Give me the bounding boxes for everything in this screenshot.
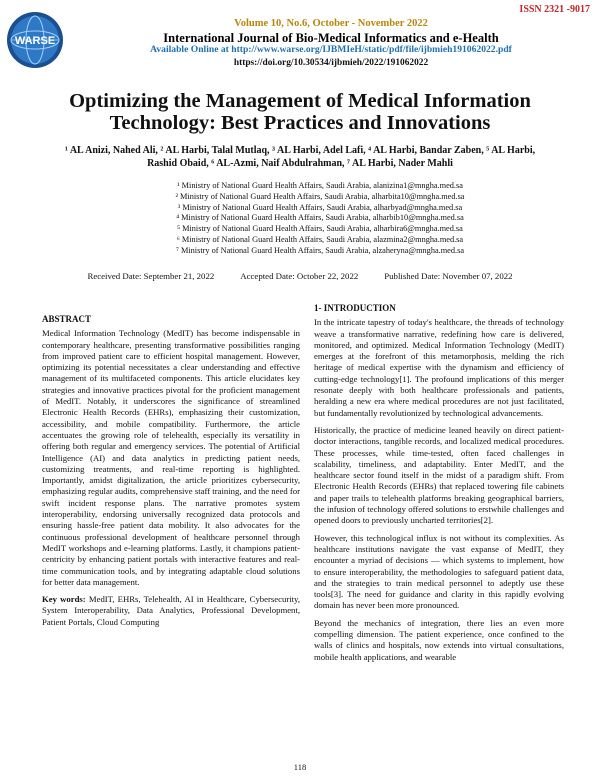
author-list: ¹ AL Anizi, Nahed Ali, ² AL Harbi, Talal Mutlaq, ³ AL Harbi, Adel Lafi, ⁴ AL Harbi, Bandar Zaben, ⁵ AL Harbi, Rashid Obaid, ⁶ AL-Azmi, Naif Abdulrahman, ⁷ AL Harbi, Nader Mahli: [64, 145, 536, 169]
doi-link[interactable]: https://doi.org/10.30534/ijbmieh/2022/191062022: [233, 57, 429, 68]
affiliation: ⁵ Ministry of National Guard Health Affairs, Saudi Arabia, alharbira6@mngha.med.sa: [177, 224, 463, 234]
affiliation: ² Ministry of National Guard Health Affairs, Saudi Arabia, alharbita10@mngha.med.sa: [175, 191, 465, 201]
intro-paragraph: In the intricate tapestry of today's healthcare, the threads of technology weave a transformative narrative, redefining how care is delivered, monitored, and optimized. Medical Information Technology (MedIT) emerges at the forefront of this metamorphosis, melding the rich heritage of medical expertise with the dynamism and efficiency of cutting-edge technology[1]. The profound implications of this merger resonate deeply with both healthcare professionals and patients, heralding a new era where medical procedures are not just facilitated, but fundamentally revolutionized by technological advancements.: [314, 317, 564, 418]
warse-logo: [4, 10, 66, 70]
abstract-heading: ABSTRACT: [42, 314, 92, 324]
intro-paragraph: Beyond the mechanics of integration, there lies an even more compelling dimension. The patient experience, once confined to the walls of clinics and hospitals, now extends into virtual consultations, mobile health applications, and wearable: [314, 617, 564, 662]
journal-name: International Journal of Bio-Medical Informatics and e-Health: [163, 30, 499, 45]
received-date: Received Date: September 21, 2022: [87, 271, 215, 281]
introduction-heading: 1- INTRODUCTION: [314, 303, 396, 313]
affiliation: ⁷ Ministry of National Guard Health Affairs, Saudi Arabia, alzaheryna@mngha.med.sa: [175, 245, 465, 255]
keywords-text: MedIT, EHRs, Telehealth, AI in Healthcare, Cybersecurity, System Interoperability, Data Analytics, Professional Development, Patient Portals, Cloud Computing: [42, 594, 301, 627]
journal-header: [70, 18, 592, 69]
available-online-link[interactable]: Available Online at http://www.warse.org/IJBMIeH/static/pdf/file/ijbmieh191062022.pdf: [150, 44, 512, 55]
affiliation: ⁴ Ministry of National Guard Health Affairs, Saudi Arabia, alharbib10@mngha.med.sa: [176, 213, 464, 223]
dates-row: [0, 271, 600, 281]
issn-label: ISSN 2321 -9017: [519, 4, 590, 15]
affiliation: ⁶ Ministry of National Guard Health Affairs, Saudi Arabia, alazmina2@mngha.med.sa: [176, 234, 464, 244]
page-number: 118: [293, 762, 307, 772]
svg-text:WARSE: WARSE: [14, 35, 56, 47]
introduction-column: [314, 303, 564, 669]
affiliation: ¹ Ministry of National Guard Health Affairs, Saudi Arabia, alanizina1@mngha.med.sa: [177, 181, 463, 190]
accepted-date: Accepted Date: October 22, 2022: [240, 271, 359, 281]
keywords: [42, 594, 300, 628]
affiliation-list: [100, 181, 540, 257]
keywords-label: Key words:: [42, 594, 86, 605]
intro-paragraph: However, this technological influx is not without its complexities. As healthcare institutions navigate the vast expanse of MedIT, they encounter a myriad of decisions — which systems to implement, how to ensure interoperability, the methodologies to safeguard patient data, and the strategies to train medical personnel to adeptly use these tools[3]. The need for guidance and clarity in this rapidly evolving domain has never been more pronounced.: [314, 532, 564, 611]
paper-title: Optimizing the Management of Medical Information Technology: Best Practices and Innovations: [69, 90, 531, 134]
intro-paragraph: Historically, the practice of medicine leaned heavily on direct patient-doctor interactions, tangible records, and localized medical procedures. These processes, while time-tested, often faced challenges in scalability, timeliness, and adaptability. Enter MedIT, and the healthcare sector found itself in the midst of a paradigm shift. From Electronic Health Records (EHRs) that replaced towering file cabinets and paper trails to telehealth platforms breaking geographical barriers, the infusion of technology offered solutions to erstwhile challenges and opened doors to previously uncharted territories[2].: [314, 424, 564, 526]
published-date: Published Date: November 07, 2022: [384, 271, 513, 281]
abstract-text: Medical Information Technology (MedIT) has become indispensable in contemporary healthcare, presenting transformative possibilities ranging from improved patient care to efficient hospital management. However, optimizing its potential necessitates a clear understanding and effective management of its multifaceted components. This article elucidates key strategies and innovative practices pivotal for the proficient management of MedIT. Notably, it underscores the significance of streamlined Electronic Health Records (EHRs), emphasizing their customization, accessibility, and mobile compatibility. Furthermore, the article accentuates the growing role of telehealth, especially its versatility in offering both regular and emergency services. The potential of Artificial Intelligence (AI) and data analytics in predicting patient needs, customizing treatments, and real-time reporting is highlighted. Importantly, amidst digitalization, the article prioritizes cybersecurity, emphasizing regular audits, comprehensive staff training, and the need for swift incident response plans. The narrative promotes system interoperability, endorsing universally recognized data protocols and ensuring hassle-free patient data mobility. It also advocates for the continuous professional development of healthcare personnel through MedIT workshops and e-learning platforms. Lastly, it champions patient-centricity by enhancing patient portals with interactive features and real-time communication tools, and by integrating adaptable cloud solutions for better data management.: [42, 328, 300, 587]
affiliation: ³ Ministry of National Guard Health Affairs, Saudi Arabia, alharbyad@mngha.med.sa: [177, 202, 463, 212]
volume-line: Volume 10, No.6, October - November 2022: [234, 18, 428, 29]
abstract-column: [42, 314, 300, 634]
